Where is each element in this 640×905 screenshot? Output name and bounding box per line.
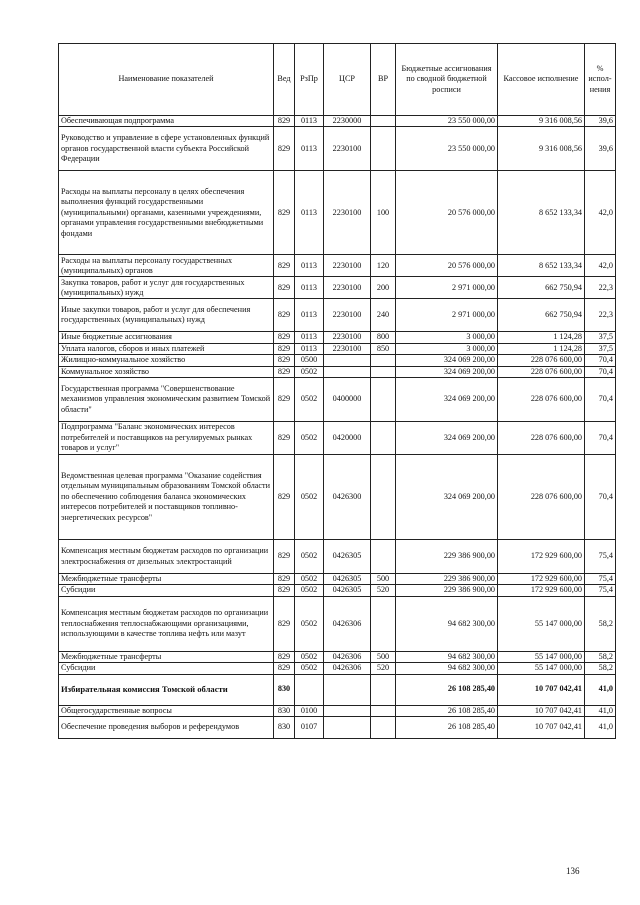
cell-name: Субсидии [59, 585, 274, 596]
cell-percent: 58,2 [585, 651, 616, 662]
table-row [59, 585, 616, 596]
cell-rzpr: 0113 [295, 299, 324, 332]
table-row [59, 540, 616, 574]
cell-assigned: 324 069 200,00 [396, 378, 498, 422]
cell-assigned: 229 386 900,00 [396, 540, 498, 574]
cell-executed: 10 707 042,41 [498, 674, 585, 705]
cell-csr: 2230000 [324, 116, 371, 127]
cell-ved: 830 [274, 717, 295, 739]
cell-assigned: 229 386 900,00 [396, 585, 498, 596]
cell-executed: 172 929 600,00 [498, 574, 585, 585]
cell-percent: 70,4 [585, 366, 616, 377]
cell-percent: 58,2 [585, 596, 616, 651]
header-assigned: Бюджетные ассигнования по сводной бюджетной росписи [396, 44, 498, 116]
cell-rzpr [295, 674, 324, 705]
cell-rzpr: 0113 [295, 343, 324, 354]
cell-executed: 228 076 600,00 [498, 355, 585, 366]
header-executed: Кассовое исполнение [498, 44, 585, 116]
cell-percent: 37,5 [585, 343, 616, 354]
cell-percent: 75,4 [585, 574, 616, 585]
cell-executed: 55 147 000,00 [498, 596, 585, 651]
cell-assigned: 26 108 285,40 [396, 674, 498, 705]
cell-rzpr: 0502 [295, 366, 324, 377]
table-row [59, 596, 616, 651]
cell-vr [371, 378, 396, 422]
cell-percent: 58,2 [585, 663, 616, 674]
cell-executed: 9 316 008,56 [498, 127, 585, 171]
cell-csr [324, 355, 371, 366]
cell-vr: 100 [371, 171, 396, 255]
cell-assigned: 94 682 300,00 [396, 596, 498, 651]
table-row [59, 116, 616, 127]
cell-name: Закупка товаров, работ и услуг для государственных (муниципальных) нужд [59, 277, 274, 299]
table-row [59, 366, 616, 377]
cell-vr: 500 [371, 651, 396, 662]
table-row [59, 299, 616, 332]
cell-percent: 22,3 [585, 299, 616, 332]
cell-rzpr: 0113 [295, 332, 324, 343]
table-body [59, 116, 616, 739]
cell-executed: 9 316 008,56 [498, 116, 585, 127]
cell-csr [324, 674, 371, 705]
cell-vr [371, 540, 396, 574]
cell-rzpr: 0502 [295, 596, 324, 651]
cell-ved: 829 [274, 299, 295, 332]
cell-name: Иные бюджетные ассигнования [59, 332, 274, 343]
cell-executed: 228 076 600,00 [498, 422, 585, 455]
table-row [59, 343, 616, 354]
cell-name: Подпрограмма "Баланс экономических интересов потребителей и поставщиков на регулируемых рынках товаров и услуг" [59, 422, 274, 455]
cell-rzpr: 0113 [295, 127, 324, 171]
cell-csr: 2230100 [324, 332, 371, 343]
cell-vr [371, 366, 396, 377]
cell-rzpr: 0502 [295, 378, 324, 422]
cell-vr: 800 [371, 332, 396, 343]
cell-name: Межбюджетные трансферты [59, 651, 274, 662]
cell-name: Государственная программа "Совершенствование механизмов управления экономическим развитием Томской области" [59, 378, 274, 422]
cell-name: Обеспечение проведения выборов и референдумов [59, 717, 274, 739]
cell-ved: 829 [274, 277, 295, 299]
cell-ved: 829 [274, 585, 295, 596]
cell-name: Руководство и управление в сфере установленных функций органов государственной власти субъекта Российской Федерации [59, 127, 274, 171]
cell-percent: 70,4 [585, 355, 616, 366]
cell-executed: 10 707 042,41 [498, 717, 585, 739]
table-row [59, 574, 616, 585]
cell-assigned: 324 069 200,00 [396, 366, 498, 377]
cell-name: Субсидии [59, 663, 274, 674]
cell-percent: 70,4 [585, 455, 616, 540]
cell-vr: 500 [371, 574, 396, 585]
cell-executed: 10 707 042,41 [498, 705, 585, 716]
cell-rzpr: 0113 [295, 255, 324, 277]
cell-executed: 228 076 600,00 [498, 455, 585, 540]
cell-vr [371, 116, 396, 127]
cell-name: Иные закупки товаров, работ и услуг для обеспечения государственных (муниципальных) нужд [59, 299, 274, 332]
table-row [59, 277, 616, 299]
cell-executed: 55 147 000,00 [498, 663, 585, 674]
cell-csr: 0426305 [324, 574, 371, 585]
budget-table [58, 43, 616, 739]
cell-rzpr: 0500 [295, 355, 324, 366]
cell-ved: 830 [274, 674, 295, 705]
cell-ved: 829 [274, 255, 295, 277]
cell-assigned: 2 971 000,00 [396, 277, 498, 299]
cell-vr: 520 [371, 663, 396, 674]
cell-csr: 2230100 [324, 277, 371, 299]
cell-percent: 37,5 [585, 332, 616, 343]
cell-vr: 120 [371, 255, 396, 277]
cell-percent: 75,4 [585, 540, 616, 574]
cell-percent: 75,4 [585, 585, 616, 596]
cell-vr: 200 [371, 277, 396, 299]
cell-vr [371, 422, 396, 455]
cell-vr [371, 127, 396, 171]
cell-percent: 41,0 [585, 717, 616, 739]
cell-percent: 41,0 [585, 705, 616, 716]
cell-csr: 2230100 [324, 255, 371, 277]
cell-assigned: 23 550 000,00 [396, 116, 498, 127]
table-row [59, 422, 616, 455]
cell-name: Расходы на выплаты персоналу в целях обеспечения выполнения функций государственными (муниципальными) органами, казенными учреждениями, органами управления государственными внебюджетными фондами [59, 171, 274, 255]
cell-rzpr: 0502 [295, 663, 324, 674]
cell-csr [324, 717, 371, 739]
cell-csr [324, 705, 371, 716]
cell-rzpr: 0113 [295, 171, 324, 255]
cell-rzpr: 0113 [295, 277, 324, 299]
cell-name: Компенсация местным бюджетам расходов по организации электроснабжения от дизельных электростанций [59, 540, 274, 574]
cell-vr: 240 [371, 299, 396, 332]
cell-ved: 829 [274, 574, 295, 585]
cell-rzpr: 0113 [295, 116, 324, 127]
cell-executed: 172 929 600,00 [498, 540, 585, 574]
cell-ved: 829 [274, 378, 295, 422]
cell-rzpr: 0502 [295, 422, 324, 455]
table-row [59, 705, 616, 716]
cell-ved: 829 [274, 366, 295, 377]
cell-assigned: 324 069 200,00 [396, 422, 498, 455]
cell-ved: 829 [274, 663, 295, 674]
cell-executed: 228 076 600,00 [498, 378, 585, 422]
cell-assigned: 324 069 200,00 [396, 455, 498, 540]
cell-ved: 829 [274, 596, 295, 651]
cell-vr: 850 [371, 343, 396, 354]
table-row [59, 717, 616, 739]
cell-name: Жилищно-коммунальное хозяйство [59, 355, 274, 366]
cell-ved: 829 [274, 332, 295, 343]
cell-csr: 0426306 [324, 663, 371, 674]
cell-rzpr: 0100 [295, 705, 324, 716]
cell-csr: 0420000 [324, 422, 371, 455]
cell-executed: 55 147 000,00 [498, 651, 585, 662]
cell-csr: 2230100 [324, 171, 371, 255]
cell-vr [371, 674, 396, 705]
cell-csr: 2230100 [324, 343, 371, 354]
header-csr: ЦСР [324, 44, 371, 116]
table-row [59, 663, 616, 674]
table-row [59, 651, 616, 662]
header-vr: ВР [371, 44, 396, 116]
cell-csr: 0400000 [324, 378, 371, 422]
header-percent: % испол-нения [585, 44, 616, 116]
cell-assigned: 3 000,00 [396, 343, 498, 354]
cell-percent: 70,4 [585, 378, 616, 422]
cell-executed: 662 750,94 [498, 299, 585, 332]
cell-rzpr: 0502 [295, 540, 324, 574]
cell-name: Ведомственная целевая программа "Оказание содействия отдельным муниципальным образованиям Томской области по обеспечению соблюдения баланса экономических интересов потребителей и поставщиков топливно-энергетических ресурсов" [59, 455, 274, 540]
cell-ved: 830 [274, 705, 295, 716]
table-row [59, 171, 616, 255]
cell-rzpr: 0502 [295, 585, 324, 596]
table-row [59, 127, 616, 171]
cell-csr: 0426306 [324, 651, 371, 662]
cell-rzpr: 0107 [295, 717, 324, 739]
cell-rzpr: 0502 [295, 455, 324, 540]
cell-vr [371, 717, 396, 739]
cell-assigned: 324 069 200,00 [396, 355, 498, 366]
cell-csr: 0426306 [324, 596, 371, 651]
cell-ved: 829 [274, 540, 295, 574]
cell-assigned: 23 550 000,00 [396, 127, 498, 171]
cell-assigned: 26 108 285,40 [396, 717, 498, 739]
header-ved: Вед [274, 44, 295, 116]
cell-executed: 1 124,28 [498, 343, 585, 354]
cell-ved: 829 [274, 127, 295, 171]
table-row [59, 674, 616, 705]
cell-executed: 1 124,28 [498, 332, 585, 343]
header-name: Наименование показателей [59, 44, 274, 116]
cell-name: Обеспечивающая подпрограмма [59, 116, 274, 127]
page-number: 136 [566, 866, 580, 876]
cell-assigned: 2 971 000,00 [396, 299, 498, 332]
cell-executed: 8 652 133,34 [498, 171, 585, 255]
cell-assigned: 20 576 000,00 [396, 171, 498, 255]
cell-percent: 42,0 [585, 255, 616, 277]
cell-executed: 8 652 133,34 [498, 255, 585, 277]
cell-percent: 22,3 [585, 277, 616, 299]
cell-percent: 39,6 [585, 127, 616, 171]
cell-csr: 2230100 [324, 127, 371, 171]
cell-percent: 70,4 [585, 422, 616, 455]
cell-name: Коммунальное хозяйство [59, 366, 274, 377]
cell-name: Межбюджетные трансферты [59, 574, 274, 585]
cell-ved: 829 [274, 422, 295, 455]
cell-csr: 2230100 [324, 299, 371, 332]
cell-csr: 0426300 [324, 455, 371, 540]
cell-rzpr: 0502 [295, 651, 324, 662]
cell-assigned: 94 682 300,00 [396, 651, 498, 662]
cell-assigned: 26 108 285,40 [396, 705, 498, 716]
cell-name: Уплата налогов, сборов и иных платежей [59, 343, 274, 354]
table-row [59, 355, 616, 366]
cell-vr: 520 [371, 585, 396, 596]
cell-name: Избирательная комиссия Томской области [59, 674, 274, 705]
cell-rzpr: 0502 [295, 574, 324, 585]
cell-executed: 172 929 600,00 [498, 585, 585, 596]
cell-csr: 0426305 [324, 585, 371, 596]
cell-percent: 39,6 [585, 116, 616, 127]
cell-vr [371, 455, 396, 540]
header-rzpr: РзПр [295, 44, 324, 116]
cell-csr [324, 366, 371, 377]
cell-name: Компенсация местным бюджетам расходов по организации теплоснабжения теплоснабжающими организациями, использующими в качестве топлива нефть или мазут [59, 596, 274, 651]
cell-ved: 829 [274, 116, 295, 127]
cell-percent: 42,0 [585, 171, 616, 255]
cell-csr: 0426305 [324, 540, 371, 574]
cell-assigned: 3 000,00 [396, 332, 498, 343]
table-row [59, 332, 616, 343]
cell-ved: 829 [274, 651, 295, 662]
cell-ved: 829 [274, 343, 295, 354]
cell-name: Расходы на выплаты персоналу государственных (муниципальных) органов [59, 255, 274, 277]
header-row [59, 44, 616, 116]
cell-executed: 228 076 600,00 [498, 366, 585, 377]
cell-name: Общегосударственные вопросы [59, 705, 274, 716]
cell-assigned: 94 682 300,00 [396, 663, 498, 674]
cell-vr [371, 596, 396, 651]
cell-assigned: 229 386 900,00 [396, 574, 498, 585]
cell-ved: 829 [274, 455, 295, 540]
cell-executed: 662 750,94 [498, 277, 585, 299]
cell-assigned: 20 576 000,00 [396, 255, 498, 277]
cell-ved: 829 [274, 171, 295, 255]
cell-vr [371, 705, 396, 716]
cell-percent: 41,0 [585, 674, 616, 705]
table-row [59, 255, 616, 277]
table-row [59, 455, 616, 540]
table-row [59, 378, 616, 422]
cell-ved: 829 [274, 355, 295, 366]
cell-vr [371, 355, 396, 366]
